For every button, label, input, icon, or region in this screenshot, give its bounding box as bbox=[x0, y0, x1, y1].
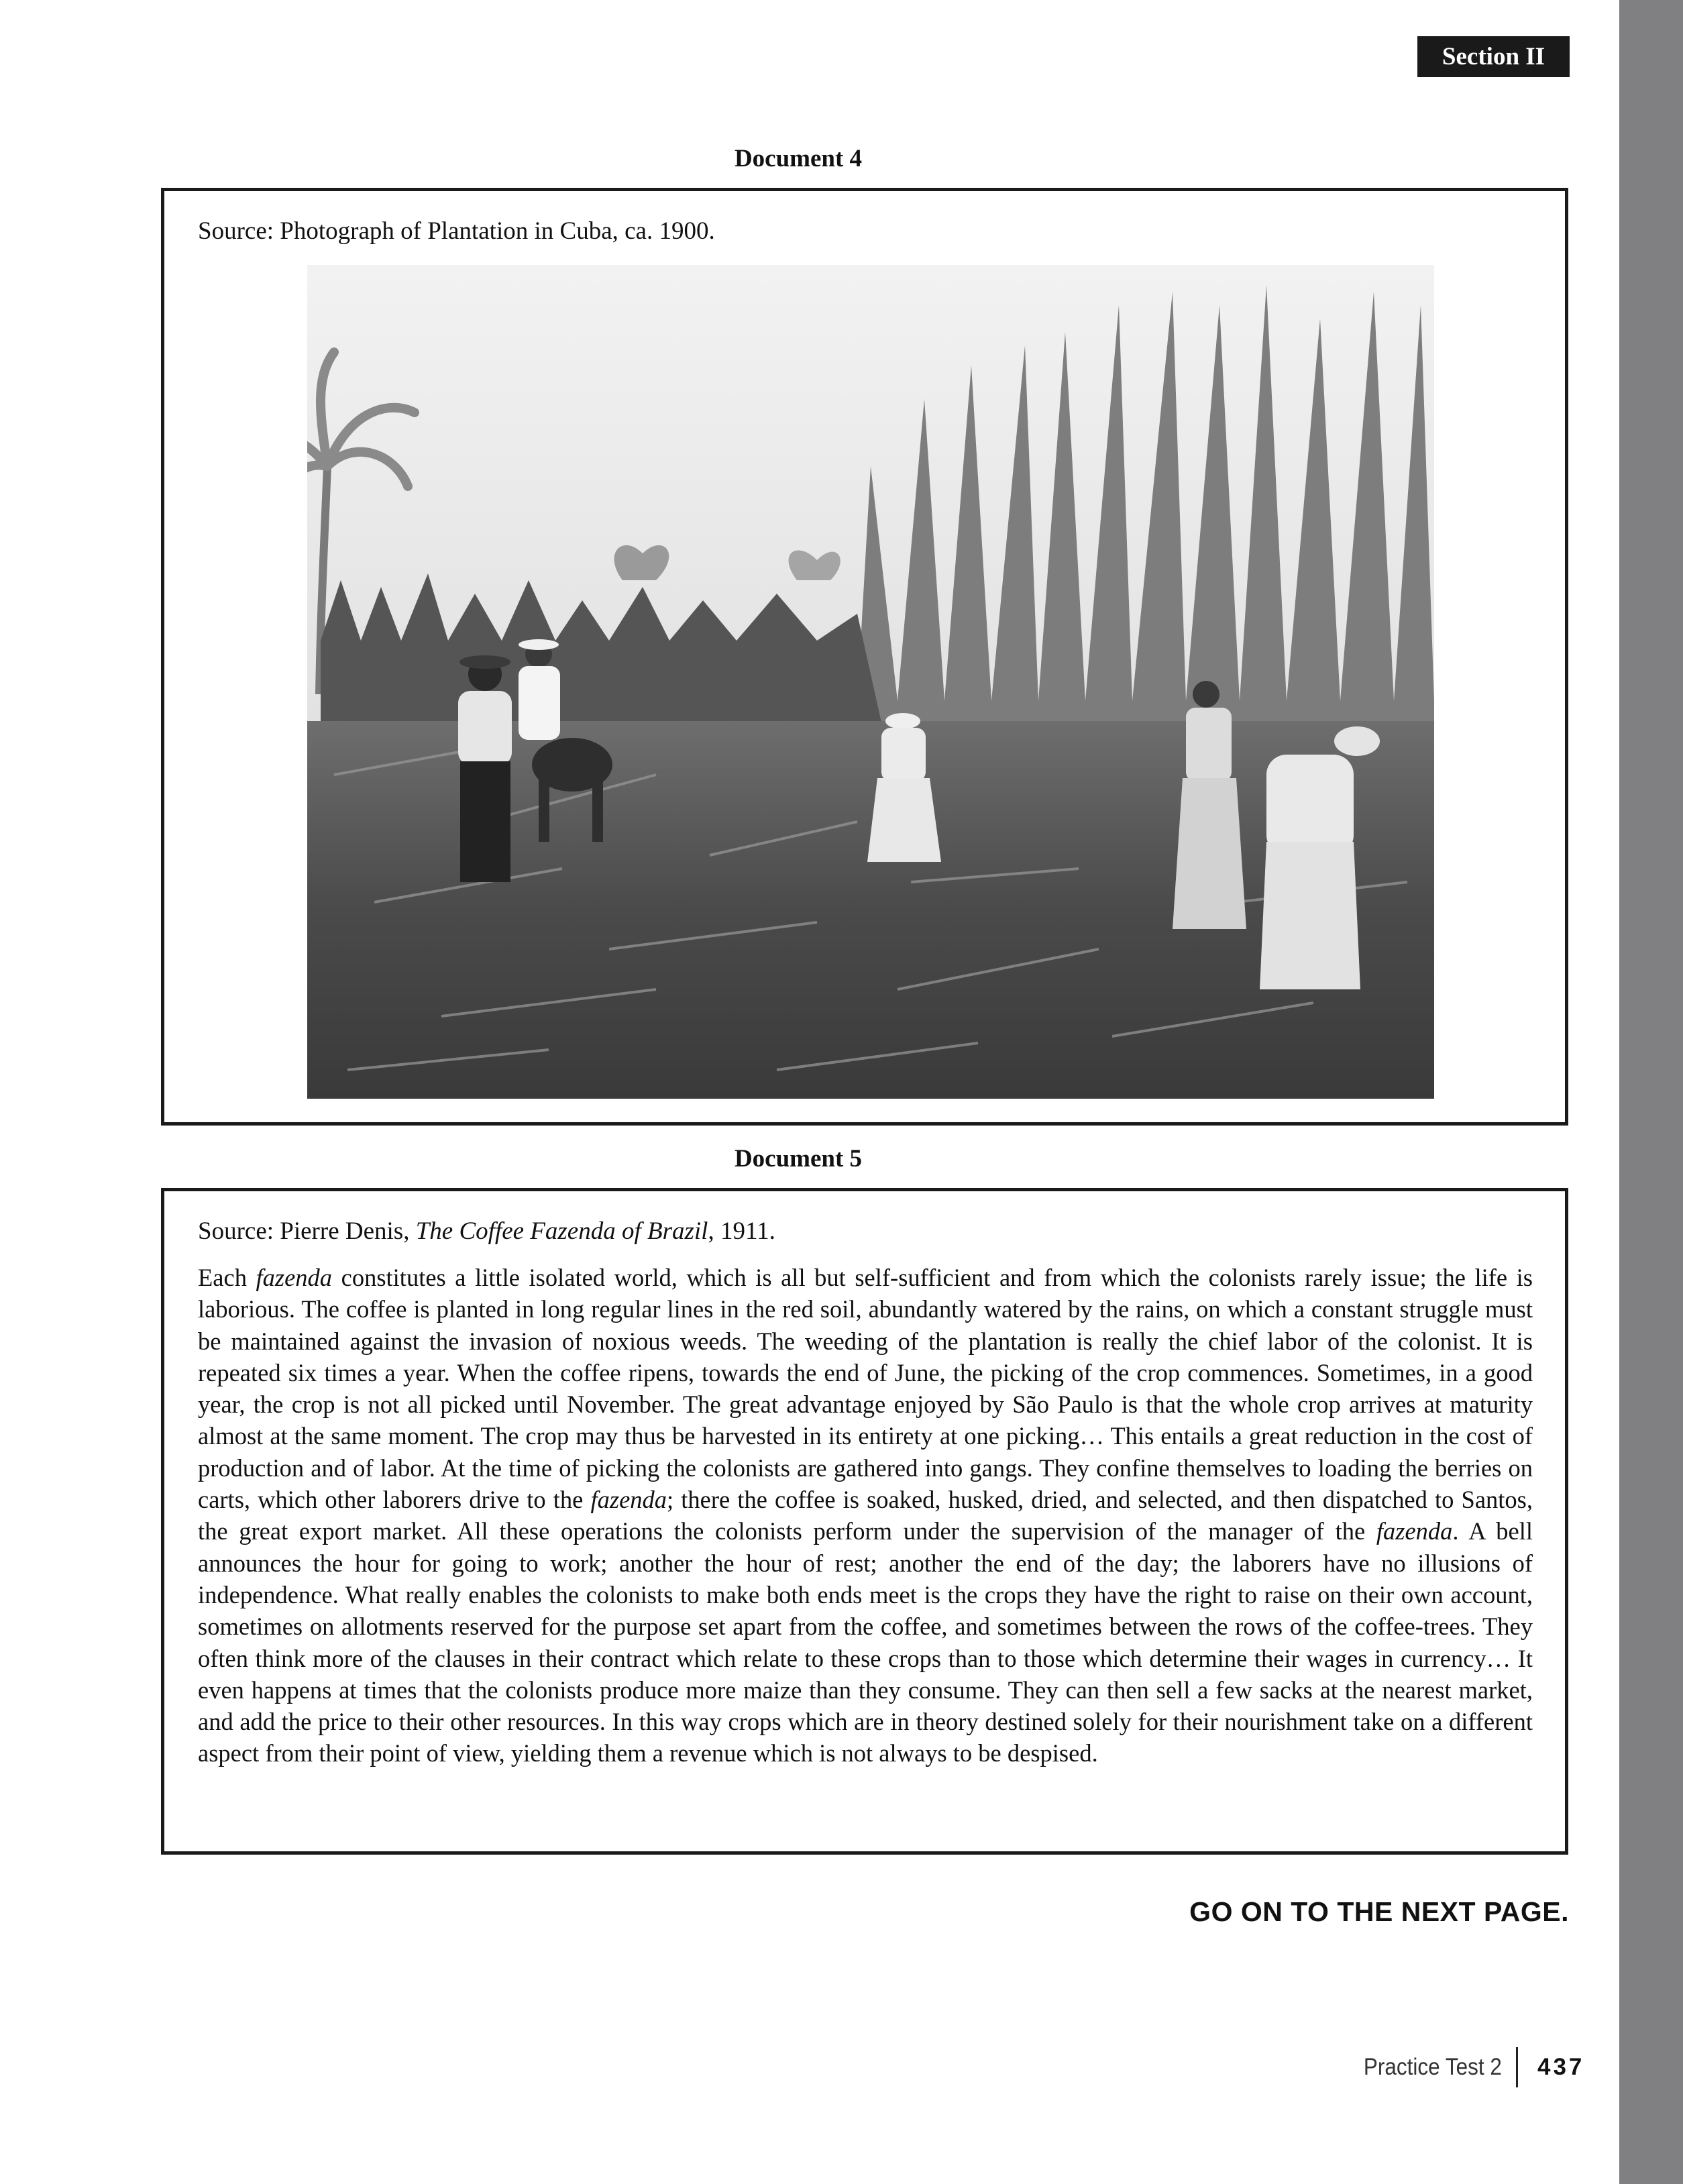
document-5-passage: Each fazenda constitutes a little isolated world, which is all but self-sufficient and from which the colonists rarely issue; the life is laborious. The coffee is planted in long regular lines in the red soil, abundantly watered by the rains, on which a constant struggle must be maintained against the invasion of noxious weeds. The weeding of the plantation is really the chief labor of the colonist. It is repeated six times a year. When the coffee ripens, towards the end of June, the picking of the crop commences. Sometimes, in a good year, the crop is not all picked until November. The great advantage enjoyed by São Paulo is that the whole crop arrives at maturity almost at the same moment. The crop may thus be harvested in its entirety at one picking… This entails a great reduction in the cost of production and of labor. At the time of picking the colonists are gathered into gangs. They confine themselves to loading the berries on carts, which other laborers drive to the fazenda; there the coffee is soaked, husked, dried, and selected, and then dispatched to Santos, the great export market. All these operations the colonists perform under the supervision of the manager of the fazenda. A bell announces the hour for going to work; another the hour of rest; another the end of the day; the laborers have no illusions of independence. What really enables the colonists to make both ends meet is the crops they have the right to raise on their own account, sometimes on allotments reserved for the purpose set apart from the coffee, and sometimes between the rows of the coffee-trees. They often think more of the clauses in their contract which relate to these crops than to those which determine their wages in currency… It even happens at times that the colonists produce more maize than they consume. They can then sell a few sacks at the nearest market, and add the price to their other resources. In this way crops which are in theory destined solely for their nourishment take on a different aspect from their point of view, yielding them a revenue which is not always to be despised. bbox=[198, 1264, 1533, 1767]
source-title: The Coffee Fazenda of Brazil bbox=[415, 1217, 708, 1245]
italic-term: fazenda bbox=[590, 1486, 667, 1514]
document-4-box bbox=[161, 188, 1568, 1126]
document-4-source: Source: Photograph of Plantation in Cuba, ca. 1900. bbox=[198, 217, 715, 245]
side-bar bbox=[1619, 0, 1683, 2184]
document-4-heading: Document 4 bbox=[734, 145, 863, 172]
plantation-photo bbox=[307, 265, 1434, 1099]
italic-term: fazenda bbox=[1376, 1517, 1453, 1545]
source-suffix: , 1911. bbox=[708, 1217, 775, 1245]
go-on-notice: GO ON TO THE NEXT PAGE. bbox=[1189, 1896, 1569, 1927]
section-tag: Section II bbox=[1417, 36, 1570, 77]
footer-divider bbox=[1516, 2047, 1518, 2087]
practice-test-label: Practice Test 2 bbox=[1363, 2054, 1502, 2080]
italic-term: fazenda bbox=[256, 1264, 333, 1291]
document-5-box bbox=[161, 1188, 1568, 1855]
page-number: 437 bbox=[1537, 2054, 1585, 2080]
document-5-source bbox=[198, 1217, 775, 1246]
source-prefix: Source: Pierre Denis, bbox=[198, 1217, 416, 1245]
document-5-heading: Document 5 bbox=[734, 1145, 863, 1172]
